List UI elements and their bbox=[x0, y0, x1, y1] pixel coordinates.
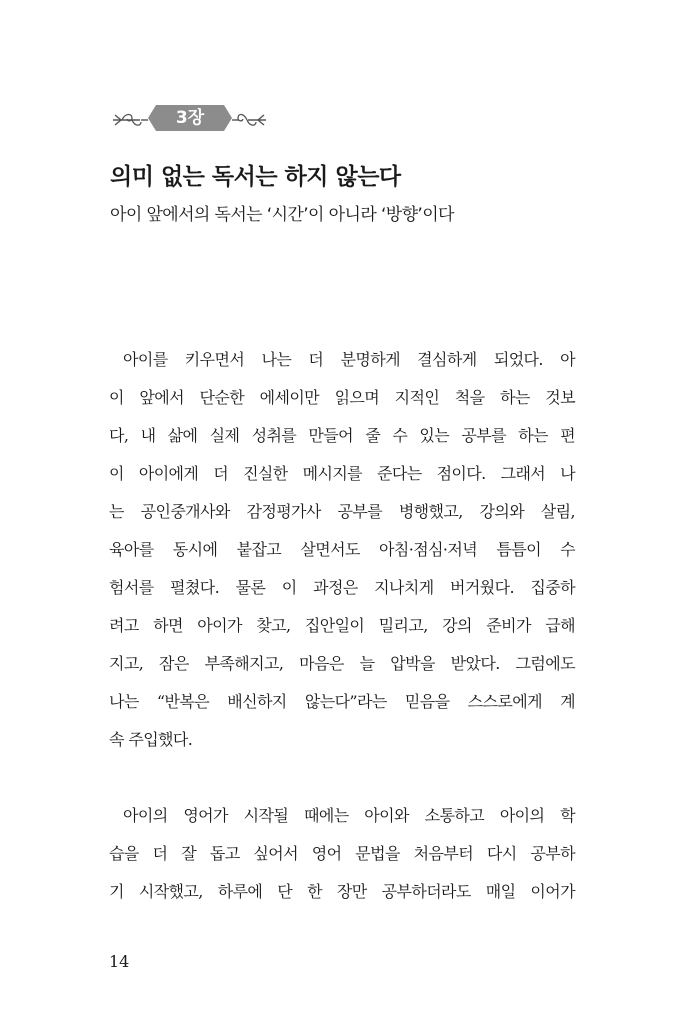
text-line: 는 공인중개사와 감정평가사 공부를 병행했고, 강의와 살림, bbox=[109, 502, 575, 521]
chapter-badge bbox=[112, 101, 267, 135]
chapter-title: 의미 없는 독서는 하지 않는다 bbox=[110, 164, 401, 190]
text-line: 기 시작했고, 하루에 단 한 장만 공부하더라도 매일 이어가 bbox=[109, 882, 575, 901]
text-line: 지고, 잠은 부족해지고, 마음은 늘 압박을 받았다. 그럼에도 bbox=[109, 654, 575, 673]
text-line: 아이의 영어가 시작될 때에는 아이와 소통하고 아이의 학 bbox=[123, 806, 575, 825]
page-number: 14 bbox=[109, 952, 130, 971]
body-text bbox=[109, 341, 575, 911]
text-line: 속 주입했다. bbox=[109, 730, 193, 749]
text-line: 이 앞에서 단순한 에세이만 읽으며 지적인 척을 하는 것보 bbox=[109, 388, 575, 407]
text-line: 험서를 펼쳤다. 물론 이 과정은 지나치게 버거웠다. 집중하 bbox=[109, 578, 575, 597]
paragraph-gap bbox=[109, 759, 575, 797]
text-line: 아이를 키우면서 나는 더 분명하게 결심하게 되었다. 아 bbox=[123, 350, 575, 369]
text-line: 습을 더 잘 돕고 싶어서 영어 문법을 처음부터 다시 공부하 bbox=[109, 844, 575, 863]
text-line: 육아를 동시에 붙잡고 살면서도 아침·점심·저녁 틈틈이 수 bbox=[109, 540, 575, 559]
paragraph-2 bbox=[109, 797, 575, 911]
text-line: 려고 하면 아이가 찾고, 집안일이 밀리고, 강의 준비가 급해 bbox=[109, 616, 575, 635]
text-line: 이 아이에게 더 진실한 메시지를 준다는 점이다. 그래서 나 bbox=[109, 464, 575, 483]
text-line: 다, 내 삶에 실제 성취를 만들어 줄 수 있는 공부를 하는 편 bbox=[109, 426, 575, 445]
chapter-label: 3장 bbox=[175, 108, 205, 128]
text-line: 나는 “반복은 배신하지 않는다”라는 믿음을 스스로에게 계 bbox=[109, 692, 575, 711]
chapter-subtitle: 아이 앞에서의 독서는 ‘시간’이 아니라 ‘방향’이다 bbox=[110, 205, 454, 225]
paragraph-1 bbox=[109, 341, 575, 759]
